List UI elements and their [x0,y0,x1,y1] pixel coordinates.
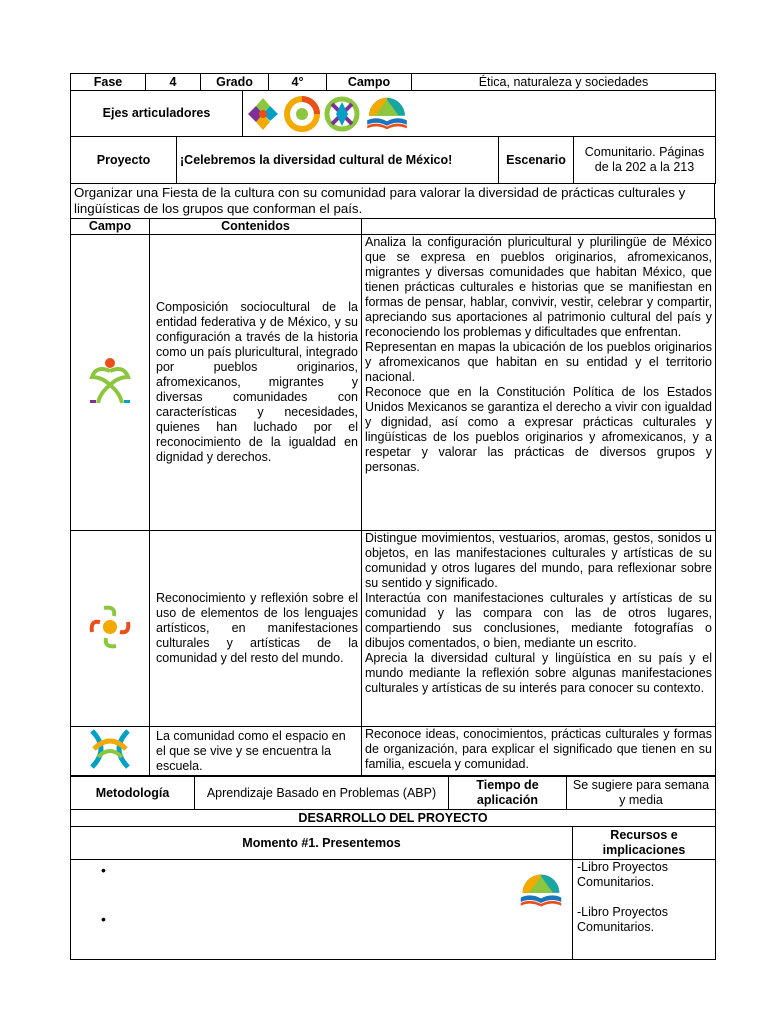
desarrollo-table [70,809,716,960]
ejes-icons [243,91,716,137]
proyecto-title: ¡Celebremos la diversidad cultural de México! [177,137,499,184]
metodologia-value: Aprendizaje Basado en Problemas (ABP) [195,777,449,810]
fase-value: 4 [146,74,201,91]
table-row [71,531,716,727]
bullet-item: • [101,862,106,878]
escenario-value: Comunitario. Páginas de la 202 a la 213 [574,137,716,184]
contenido-cell: Reconocimiento y reflexión sobre el uso de elementos de los lenguajes artísticos, en manifestaciones culturales y artísticas de la comunidad y del resto del mundo. [150,531,362,727]
tiempo-label: Tiempo de aplicación [449,777,567,810]
lenguajes-icon [88,604,132,650]
etica-naturaleza-icon [86,355,134,407]
pda-cell: Distingue movimientos, vestuarios, aromas, gestos, sonidos u objetos, en las manifestaciones culturales y artísticas de su comunidad y otros lugares del mundo, para reflexionar sobre su sentido y significado. Interactúa con manifestaciones culturales y artísticas de su comunidad y las compara con las de otros lugares, compartiendo sus conclusiones, mediante fotografías o dibujos comentados, o bien, mediante un escrito. Aprecia la diversidad cultural y lingüística en su país y el mundo mediante la reflexión sobre algunas manifestaciones culturales y artísticas de su interés para conocer su contexto. [362,531,716,727]
contenido-cell: Composición sociocultural de la entidad federativa y de México, y su configuración a través de la historia como un país pluricultural, integrado por pueblos originarios, afromexicanos, migrantes y diversas comunidades con características y necesidades, quienes han luchado por el reconocimiento de la igualdad en dignidad y derechos. [150,235,362,531]
grado-value: 4° [269,74,327,91]
metodologia-table [70,776,716,810]
desarrollo-title: DESARROLLO DEL PROYECTO [71,810,716,827]
header-table [70,73,716,91]
table-row [71,727,716,776]
recurso-item: -Libro Proyectos Comunitarios. [577,905,669,934]
momento-title: Momento #1. Presentemos [71,827,573,860]
recurso-item: -Libro Proyectos Comunitarios. [577,860,669,889]
ejes-label: Ejes articuladores [71,91,243,137]
campo-label: Campo [327,74,412,91]
recursos-title: Recursos e implicaciones [573,827,716,860]
proyecto-label: Proyecto [71,137,177,184]
pda-cell: Analiza la configuración pluricultural y plurilingüe de México que se expresa en pueblos originarios, afromexicanos, migrantes y diversas comunidades que habitan México, que tienen prácticas culturales e historias que se manifiestan en formas de pensar, hablar, convivir, vestir, celebrar y compartir, apreciando sus aportaciones al patrimonio cultural del país y reconociendo los problemas y dificultades que enfrentan. Representan en mapas la ubicación de los pueblos originarios y afromexicanos que habitan en su entidad y el territorio nacional. Reconoce que en la Constitución Política de los Estados Unidos Mexicanos se garantiza el derecho a vivir con igualdad y dignidad, así como a expresar prácticas culturales y lingüísticas de los pueblos originarios y afromexicanos, y a respetar y valorar las prácticas de diversos grupos y personas. [362,235,716,531]
fase-label: Fase [71,74,146,91]
objetivo-table [70,183,715,219]
campo-header: Campo [71,219,150,235]
contenidos-header: Contenidos [150,219,362,235]
objetivo-text: Organizar una Fiesta de la cultura con su comunidad para valorar la diversidad de prácticas culturales y lingüísticas de los grupos que conforman el país. [71,184,715,219]
metodologia-label: Metodología [71,777,195,810]
bullet-item: • [101,911,106,927]
contenidos-table [70,218,716,776]
table-row [71,235,716,531]
campo-icon-cell [71,531,150,727]
lectura-icon [518,872,564,910]
interculturalidad-icon [246,96,280,132]
momento-body [71,860,573,960]
pda-cell: Reconoce ideas, conocimientos, prácticas culturales y formas de organización, para explicar el significado que tienen en su familia, escuela y comunidad. [362,727,716,776]
ejes-table [70,90,716,137]
lectura-icon [364,96,410,132]
de-lo-humano-icon [88,727,132,771]
grado-label: Grado [201,74,269,91]
contenido-cell: La comunidad como el espacio en el que se vive y se encuentra la escuela. [150,727,362,776]
igualdad-de-genero-icon [324,96,360,132]
tiempo-value: Se sugiere para semana y media [567,777,716,810]
campo-icon-cell [71,235,150,531]
campo-icon-cell [71,727,150,776]
escenario-label: Escenario [499,137,574,184]
campo-value: Ética, naturaleza y sociedades [412,74,716,91]
pensamiento-critico-icon [284,96,320,132]
proyecto-table [70,136,716,184]
recursos-body [573,860,716,960]
